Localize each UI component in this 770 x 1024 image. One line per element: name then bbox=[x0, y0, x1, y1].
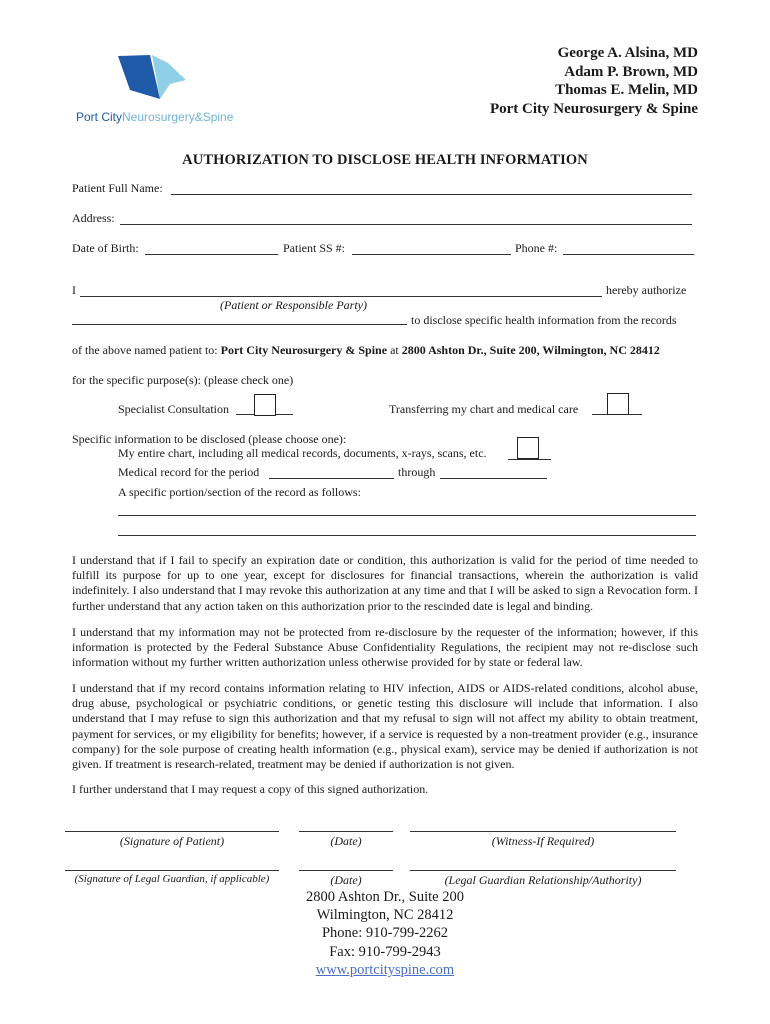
footer-fax: Fax: 910-799-2943 bbox=[329, 943, 441, 960]
witness-field[interactable] bbox=[410, 831, 676, 832]
date-field[interactable] bbox=[299, 870, 393, 871]
hereby-authorize-text: hereby authorize bbox=[606, 283, 687, 297]
footer-phone: Phone: 910-799-2262 bbox=[321, 925, 449, 942]
party-name-field[interactable] bbox=[80, 296, 602, 297]
guardian-signature-caption: (Signature of Legal Guardian, if applicable) bbox=[74, 873, 270, 885]
dob-field[interactable] bbox=[145, 254, 278, 255]
footer-address-line2: Wilmington, NC 28412 bbox=[316, 907, 454, 924]
ssn-label: Patient SS #: bbox=[283, 241, 346, 255]
transfer-care-checkbox[interactable] bbox=[607, 393, 629, 415]
specific-info-label: Specific information to be disclosed (please choose one): bbox=[72, 432, 347, 446]
address-field[interactable] bbox=[120, 224, 692, 225]
recipient-practice: Port City Neurosurgery & Spine bbox=[220, 343, 388, 357]
period-label: Medical record for the period bbox=[118, 465, 260, 479]
purpose-label: for the specific purpose(s): (please check one) bbox=[72, 373, 294, 387]
ssn-field[interactable] bbox=[352, 254, 511, 255]
terms-paragraph: I further understand that I may request a copy of this signed authorization. bbox=[72, 782, 429, 796]
relationship-field[interactable] bbox=[410, 870, 676, 871]
footer-contact bbox=[235, 888, 535, 979]
recipient-line: of the above named patient to: Port City Neurosurgery & Spine at 2800 Ashton Dr., Suite 200, Wilmington, NC 28412 bbox=[72, 343, 660, 357]
provider-field[interactable] bbox=[72, 324, 407, 325]
terms-paragraph: I understand that if I fail to specify an expiration date or condition, this authorization is valid for the period of time needed to fulfill its purpose for up to one year, except for disclosures for financial transactions, wherein the authorization is valid indefinitely. I also understand that I may revoke this authorization at any time and that I will be asked to sign a Revocation form. I further understand that any action taken on this authorization prior to the rescinded date is legal and binding. bbox=[72, 553, 698, 613]
logo-mark bbox=[116, 54, 190, 104]
i-label: I bbox=[72, 283, 76, 297]
doctor-name: Thomas E. Melin, MD bbox=[555, 82, 698, 98]
patient-name-label: Patient Full Name: bbox=[72, 181, 163, 195]
disclose-text: to disclose specific health information from the records bbox=[411, 313, 677, 327]
patient-signature-caption: (Signature of Patient) bbox=[119, 834, 225, 848]
period-end-field[interactable] bbox=[440, 478, 547, 479]
dob-label: Date of Birth: bbox=[72, 241, 139, 255]
portion-label: A specific portion/section of the record as follows: bbox=[118, 485, 361, 499]
relationship-caption: (Legal Guardian Relationship/Authority) bbox=[444, 873, 642, 887]
practice-header bbox=[490, 44, 698, 118]
practice-name: Port City Neurosurgery & Spine bbox=[489, 100, 698, 117]
date-caption: (Date) bbox=[330, 873, 362, 887]
patient-name-field[interactable] bbox=[171, 194, 692, 195]
date-caption: (Date) bbox=[330, 834, 362, 848]
phone-label: Phone #: bbox=[515, 241, 558, 255]
portion-field-line[interactable] bbox=[118, 515, 696, 516]
website-link[interactable]: www.portcityspine.com bbox=[315, 961, 455, 978]
specialist-consultation-checkbox[interactable] bbox=[254, 394, 276, 416]
phone-field[interactable] bbox=[563, 254, 694, 255]
entire-chart-label: My entire chart, including all medical records, documents, x-rays, scans, etc. bbox=[118, 446, 487, 460]
terms-paragraph: I understand that my information may not be protected from re-disclosure by the requester of the information; however, if this information is protected by the Federal Substance Abuse Confidentiality Regulations, the recipient may not re-disclose such information without my further written authorization unless otherwise provided for by state or federal law. bbox=[72, 625, 698, 670]
recipient-address: 2800 Ashton Dr., Suite 200, Wilmington, NC 28412 bbox=[401, 343, 660, 357]
footer-address-line1: 2800 Ashton Dr., Suite 200 bbox=[306, 889, 464, 905]
doctor-name: Adam P. Brown, MD bbox=[564, 63, 698, 80]
address-label: Address: bbox=[72, 211, 115, 225]
doctor-name: George A. Alsina, MD bbox=[557, 45, 698, 61]
date-field[interactable] bbox=[299, 831, 393, 832]
purpose-option-label: Specialist Consultation bbox=[118, 402, 229, 416]
terms-paragraph: I understand that if my record contains information relating to HIV infection, AIDS or AIDS-related conditions, alcohol abuse, drug abuse, psychological or psychiatric conditions, or genetic testing this disclosure will include that information. I also understand that I may refuse to sign this authorization and that my refusal to sign will not affect my ability to obtain treatment, payment for services, or my eligibility for benefits; however, if a service is requested by a non-treatment provider (e.g., insurance company) for the sole purpose of creating health information (e.g., physical exam), service may be denied if authorization is not given. If treatment is research-related, treatment may be denied if authorization is not given. bbox=[72, 681, 698, 772]
portion-field-line[interactable] bbox=[118, 535, 696, 536]
blank-line bbox=[508, 459, 551, 460]
witness-caption: (Witness-If Required) bbox=[491, 834, 595, 848]
logo-text: Port CityNeurosurgery&Spine bbox=[76, 110, 234, 124]
form-title: AUTHORIZATION TO DISCLOSE HEALTH INFORMATION bbox=[182, 152, 588, 168]
period-start-field[interactable] bbox=[269, 478, 394, 479]
patient-signature-field[interactable] bbox=[65, 831, 279, 832]
party-caption: (Patient or Responsible Party) bbox=[220, 298, 367, 312]
purpose-option-label: Transferring my chart and medical care bbox=[389, 402, 579, 416]
entire-chart-checkbox[interactable] bbox=[517, 437, 539, 459]
guardian-signature-field[interactable] bbox=[65, 870, 279, 871]
through-label: through bbox=[398, 465, 436, 479]
